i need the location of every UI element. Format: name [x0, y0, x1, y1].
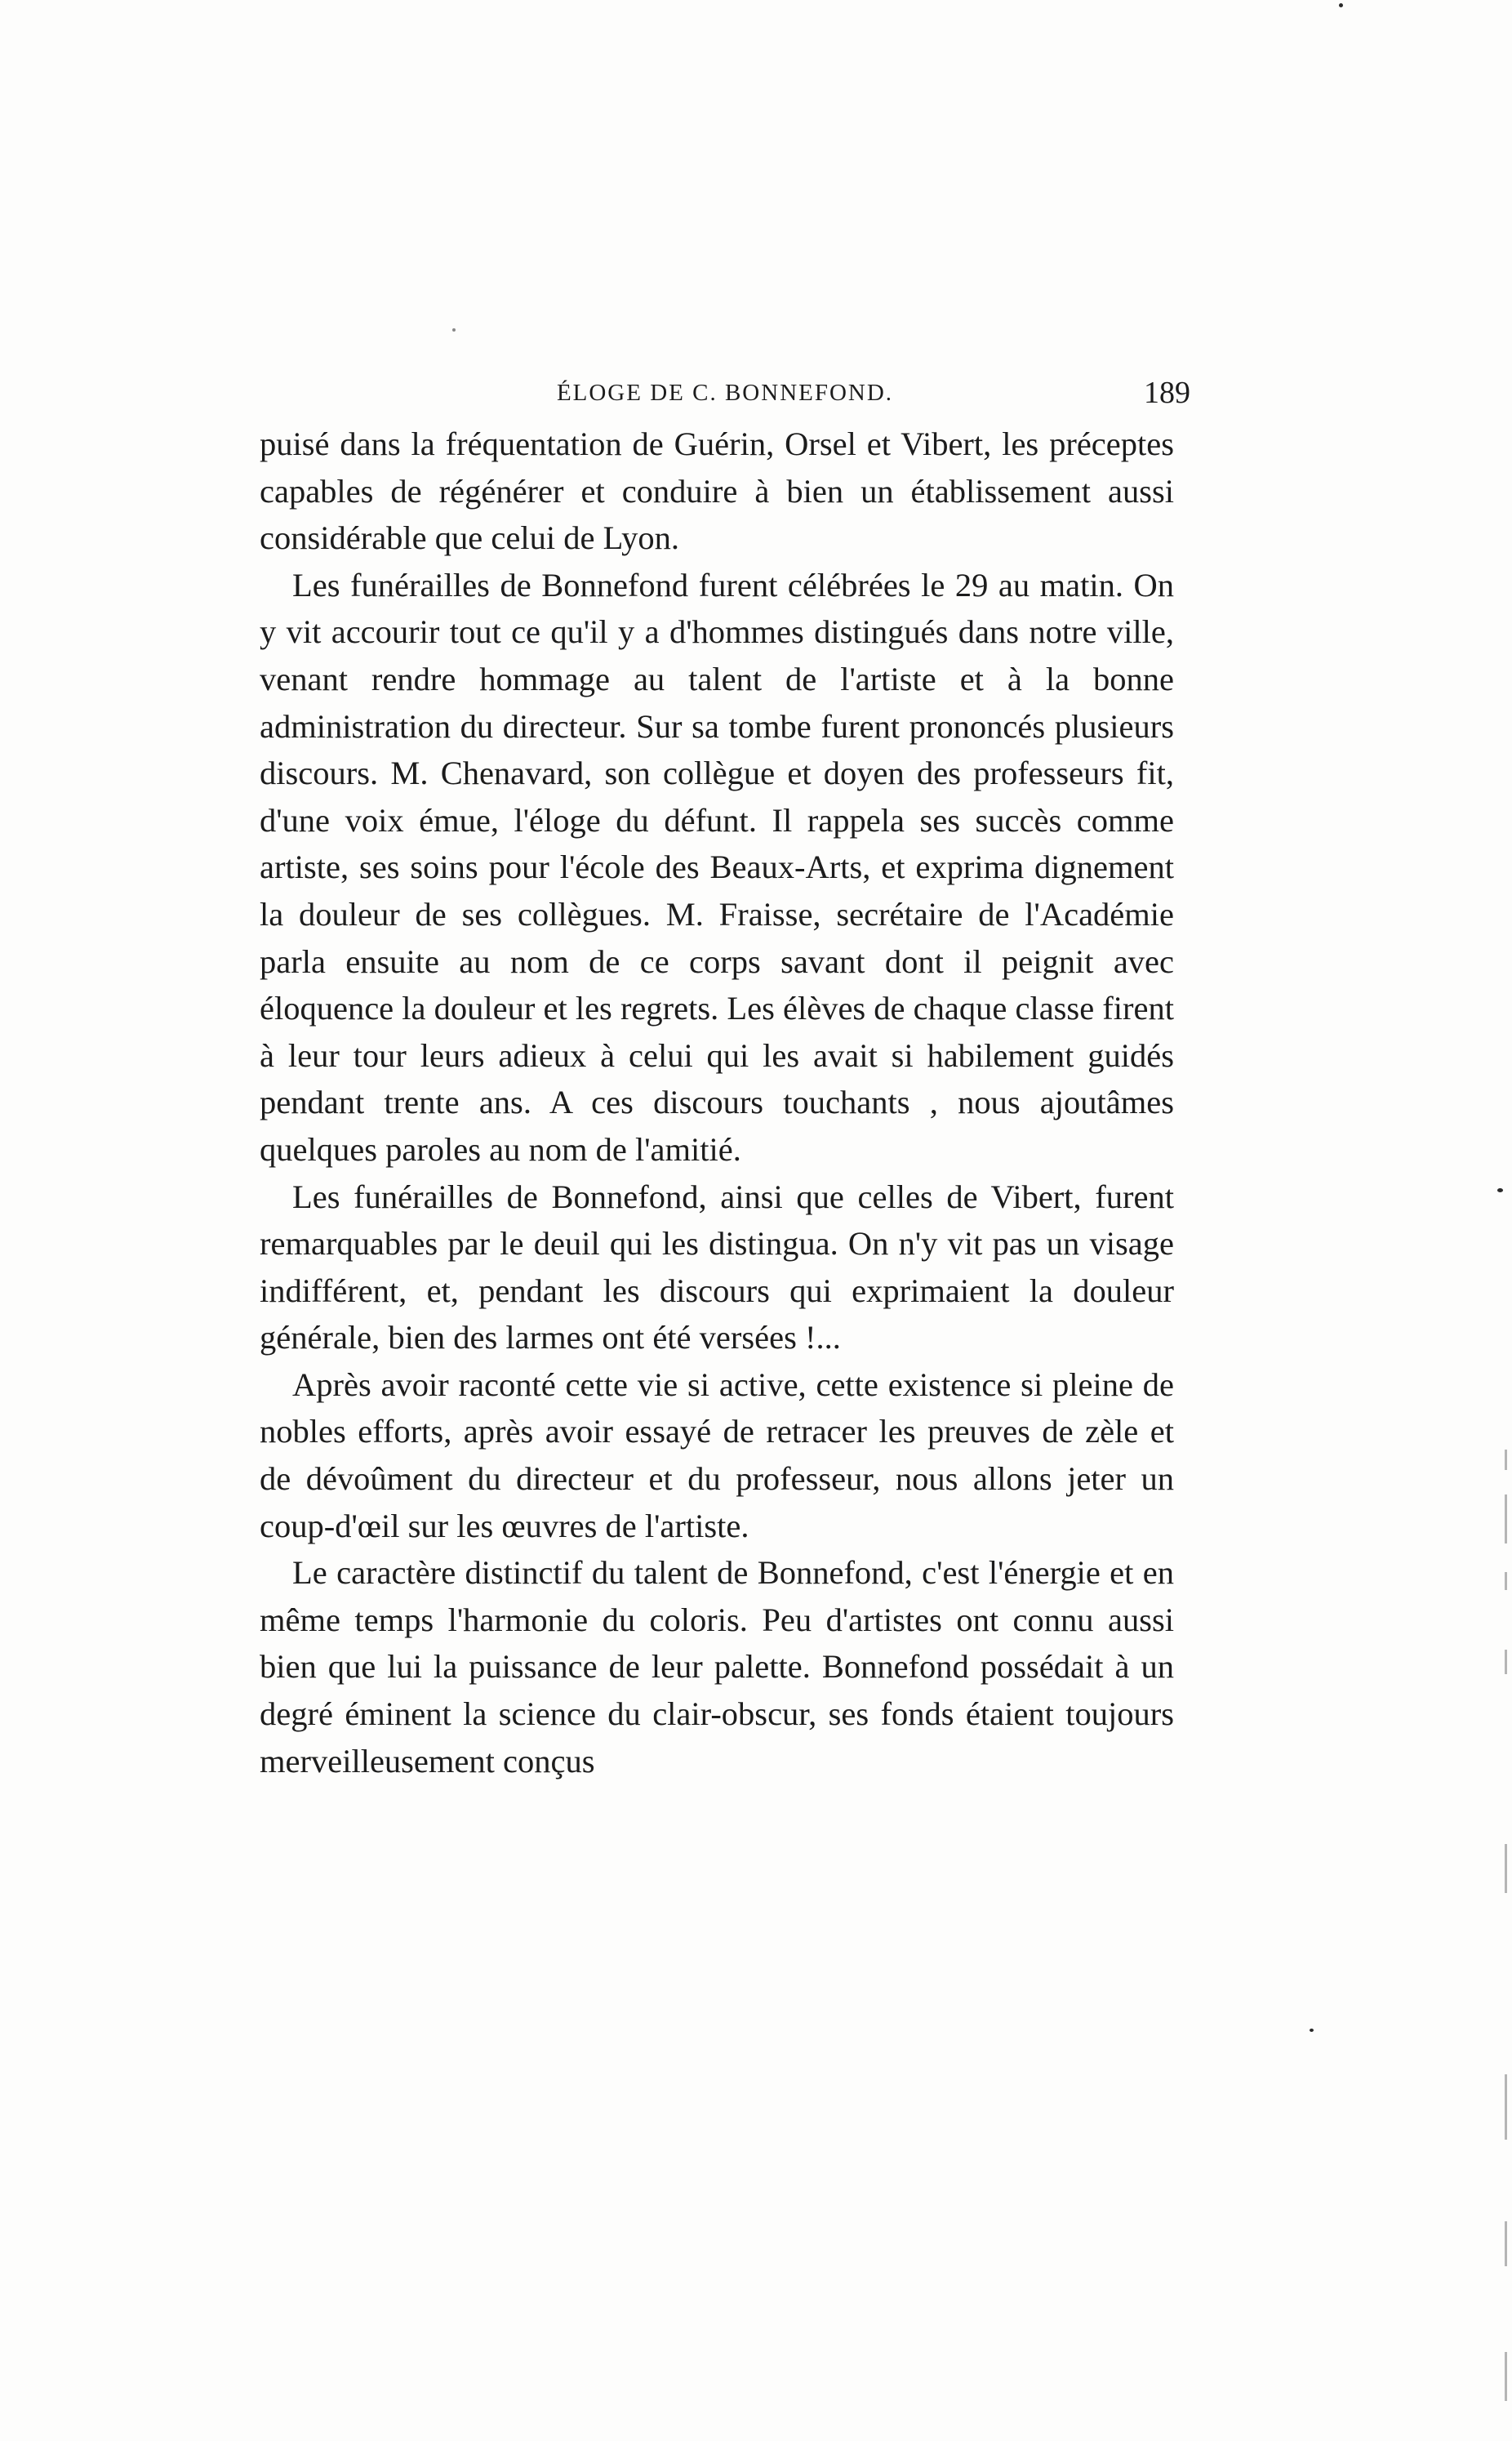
margin-mark [1505, 2352, 1507, 2401]
margin-mark [1505, 1450, 1507, 1470]
paragraph: puisé dans la fréquentation de Guérin, Orsel et Vibert, les préceptes capables de régénérer et conduire à bien un établissement aussi considérable que celui de Lyon. [260, 425, 1174, 557]
paragraph: Le caractère distinctif du talent de Bonnefond, c'est l'énergie et en même temps l'harmonie du coloris. Peu d'artistes ont connu aussi bien que lui la puissance de leur palette. Bonnefond possédait à un degré éminent la science du clair-obscur, ses fonds étaient toujours merveilleusement conçus [260, 1554, 1174, 1780]
page-number: 189 [1144, 376, 1190, 410]
margin-mark [1505, 2074, 1507, 2140]
margin-mark [1505, 1572, 1507, 1590]
paragraph: Les funérailles de Bonnefond furent célébrées le 29 au matin. On y vit accourir tout ce qu'il y a d'hommes distingués dans notre ville, venant rendre hommage au talent de l'artiste et à la bonne administration du directeur. Sur sa tombe furent prononcés plusieurs discours. M. Chenavard, son collègue et doyen des professeurs fit, d'une voix émue, l'éloge du défunt. Il rappela ses succès comme artiste, ses soins pour l'école des Beaux-Arts, et exprima dignement la douleur de ses collègues. M. Fraisse, secrétaire de l'Académie parla ensuite au nom de ce corps savant dont il peignit avec éloquence la douleur et les regrets. Les élèves de chaque classe firent à leur tour leurs adieux à celui qui les avait si habilement guidés pendant trente ans. A ces discours touchants , nous ajoutâmes quelques paroles au nom de l'amitié. [260, 566, 1174, 1168]
margin-mark [1505, 1844, 1507, 1893]
margin-mark [1505, 1650, 1507, 1674]
running-header [260, 372, 1190, 413]
scan-speck [1310, 2029, 1314, 2032]
scan-speck [1497, 1188, 1503, 1192]
body-text [260, 421, 1174, 1784]
margin-mark [1505, 1494, 1507, 1543]
running-title: ÉLOGE DE C. BONNEFOND. [556, 380, 894, 406]
margin-mark [1505, 2221, 1507, 2266]
scan-speck [452, 328, 456, 332]
scan-speck [1339, 3, 1343, 7]
paragraph: Les funérailles de Bonnefond, ainsi que celles de Vibert, furent remarquables par le deuil qui les distingua. On n'y vit pas un visage indifférent, et, pendant les discours qui exprimaient la douleur générale, bien des larmes ont été versées !... [260, 1178, 1174, 1356]
paragraph: Après avoir raconté cette vie si active, cette existence si pleine de nobles efforts, après avoir essayé de retracer les preuves de zèle et de dévoûment du directeur et du professeur, nous allons jeter un coup-d'œil sur les œuvres de l'artiste. [260, 1365, 1174, 1544]
